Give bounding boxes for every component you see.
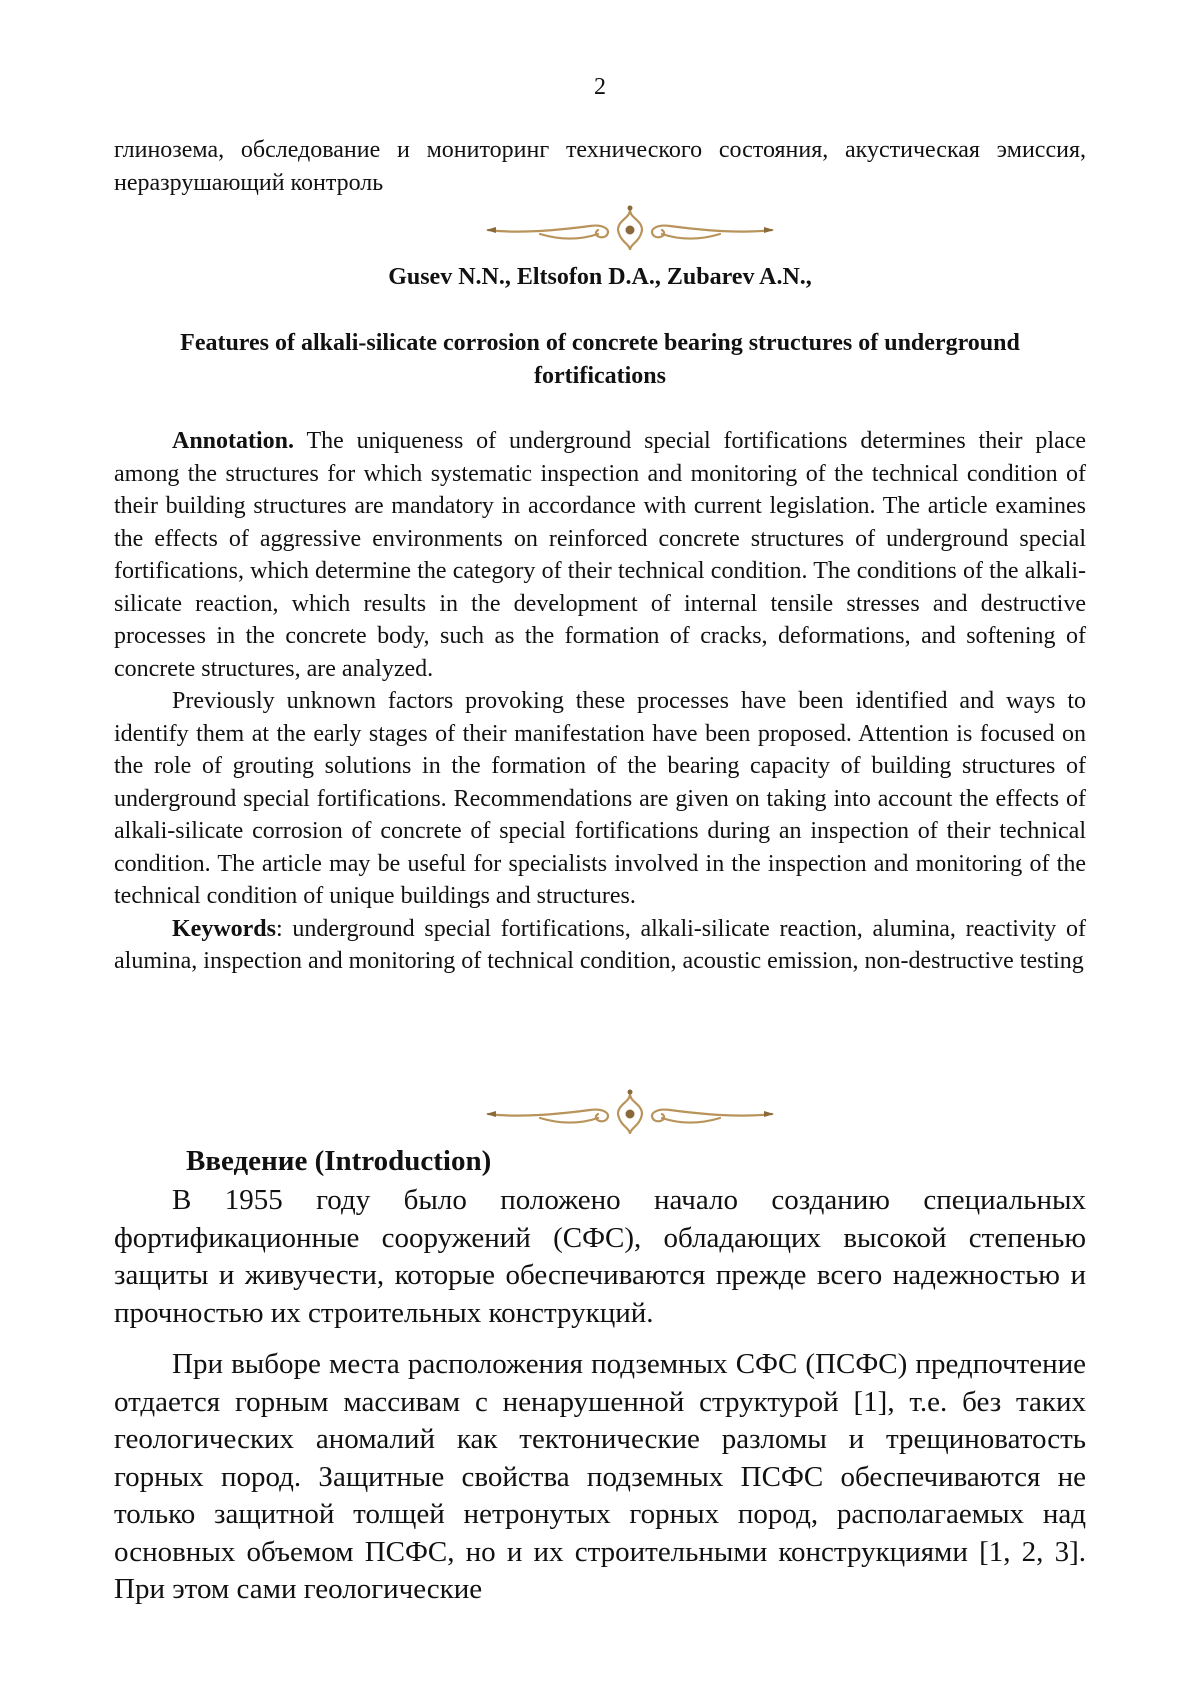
intro-paragraph-1: В 1955 году было положено начало созданию специальных фортификационные сооружений (СФС), обладающих высокой степенью защиты и живучести, которые обеспечиваются прежде всего надежностью и прочностью их строительных конструкций.: [114, 1184, 1086, 1329]
authors-line: Gusev N.N., Eltsofon D.A., Zubarev A.N.,: [388, 264, 812, 290]
introduction-heading: Введение (Introduction): [186, 1145, 492, 1177]
keywords-label: Keywords: [172, 915, 276, 942]
abstract-paragraph-2: Previously unknown factors provoking these processes have been identified and ways to identify them at the early stages of their manifestation have been proposed. Attention is focused on the role of grouting solutions in the formation of the bearing capacity of building structures of underground special fortifications. Recommendations are given on taking into account the effects of alkali-silicate corrosion of concrete of special fortifications during an inspection of their technical condition. The article may be useful for specialists involved in the inspection and monitoring of the technical condition of unique buildings and structures.: [114, 688, 1086, 909]
keywords-paragraph: [114, 913, 1086, 978]
lead-paragraph: глинозема, обследование и мониторинг технического состояния, акустическая эмиссия, неразрушающий контроль: [114, 137, 1086, 196]
introduction-block: [114, 1182, 1086, 1609]
paper-title: Features of alkali-silicate corrosion of concrete bearing structures of underground fortifications: [180, 330, 1020, 389]
ornament-divider-icon: [480, 200, 780, 256]
annotation-paragraph: [114, 425, 1086, 685]
ornament-divider-icon: [480, 1084, 780, 1140]
page-number: 2: [594, 74, 606, 100]
lead-paragraph-block: [114, 134, 1086, 199]
annotation-label: Annotation.: [172, 428, 295, 454]
annotation-text: The uniqueness of underground special fortifications determines their place among the structures for which systematic inspection and monitoring of the technical condition of their building structures are mandatory in accordance with current legislation. The article examines the effects of aggressive environments on reinforced concrete structures of underground special fortifications, which determine the category of their technical condition. The conditions of the alkali-silicate reaction, which results in the development of internal tensile stresses and destructive processes in the concrete body, such as the formation of cracks, deformations, and softening of concrete structures, are analyzed.: [114, 428, 1086, 682]
abstract-block: [114, 425, 1086, 978]
keywords-text: : underground special fortifications, alkali-silicate reaction, alumina, reactivity of alumina, inspection and monitoring of technical condition, acoustic emission, non-destructive testing: [114, 915, 1086, 974]
intro-paragraph-2: При выборе места расположения подземных СФС (ПСФС) предпочтение отдается горным массивам с ненарушенной структурой [1], т.е. без таких геологических аномалий как тектонические разломы и трещиноватость горных пород. Защитные свойства подземных ПСФС обеспечиваются не только защитной толщей нетронутых горных пород, располагаемых над основных объемом ПСФС, но и их строительными конструкциями [1, 2, 3]. При этом сами геологические: [114, 1348, 1086, 1605]
